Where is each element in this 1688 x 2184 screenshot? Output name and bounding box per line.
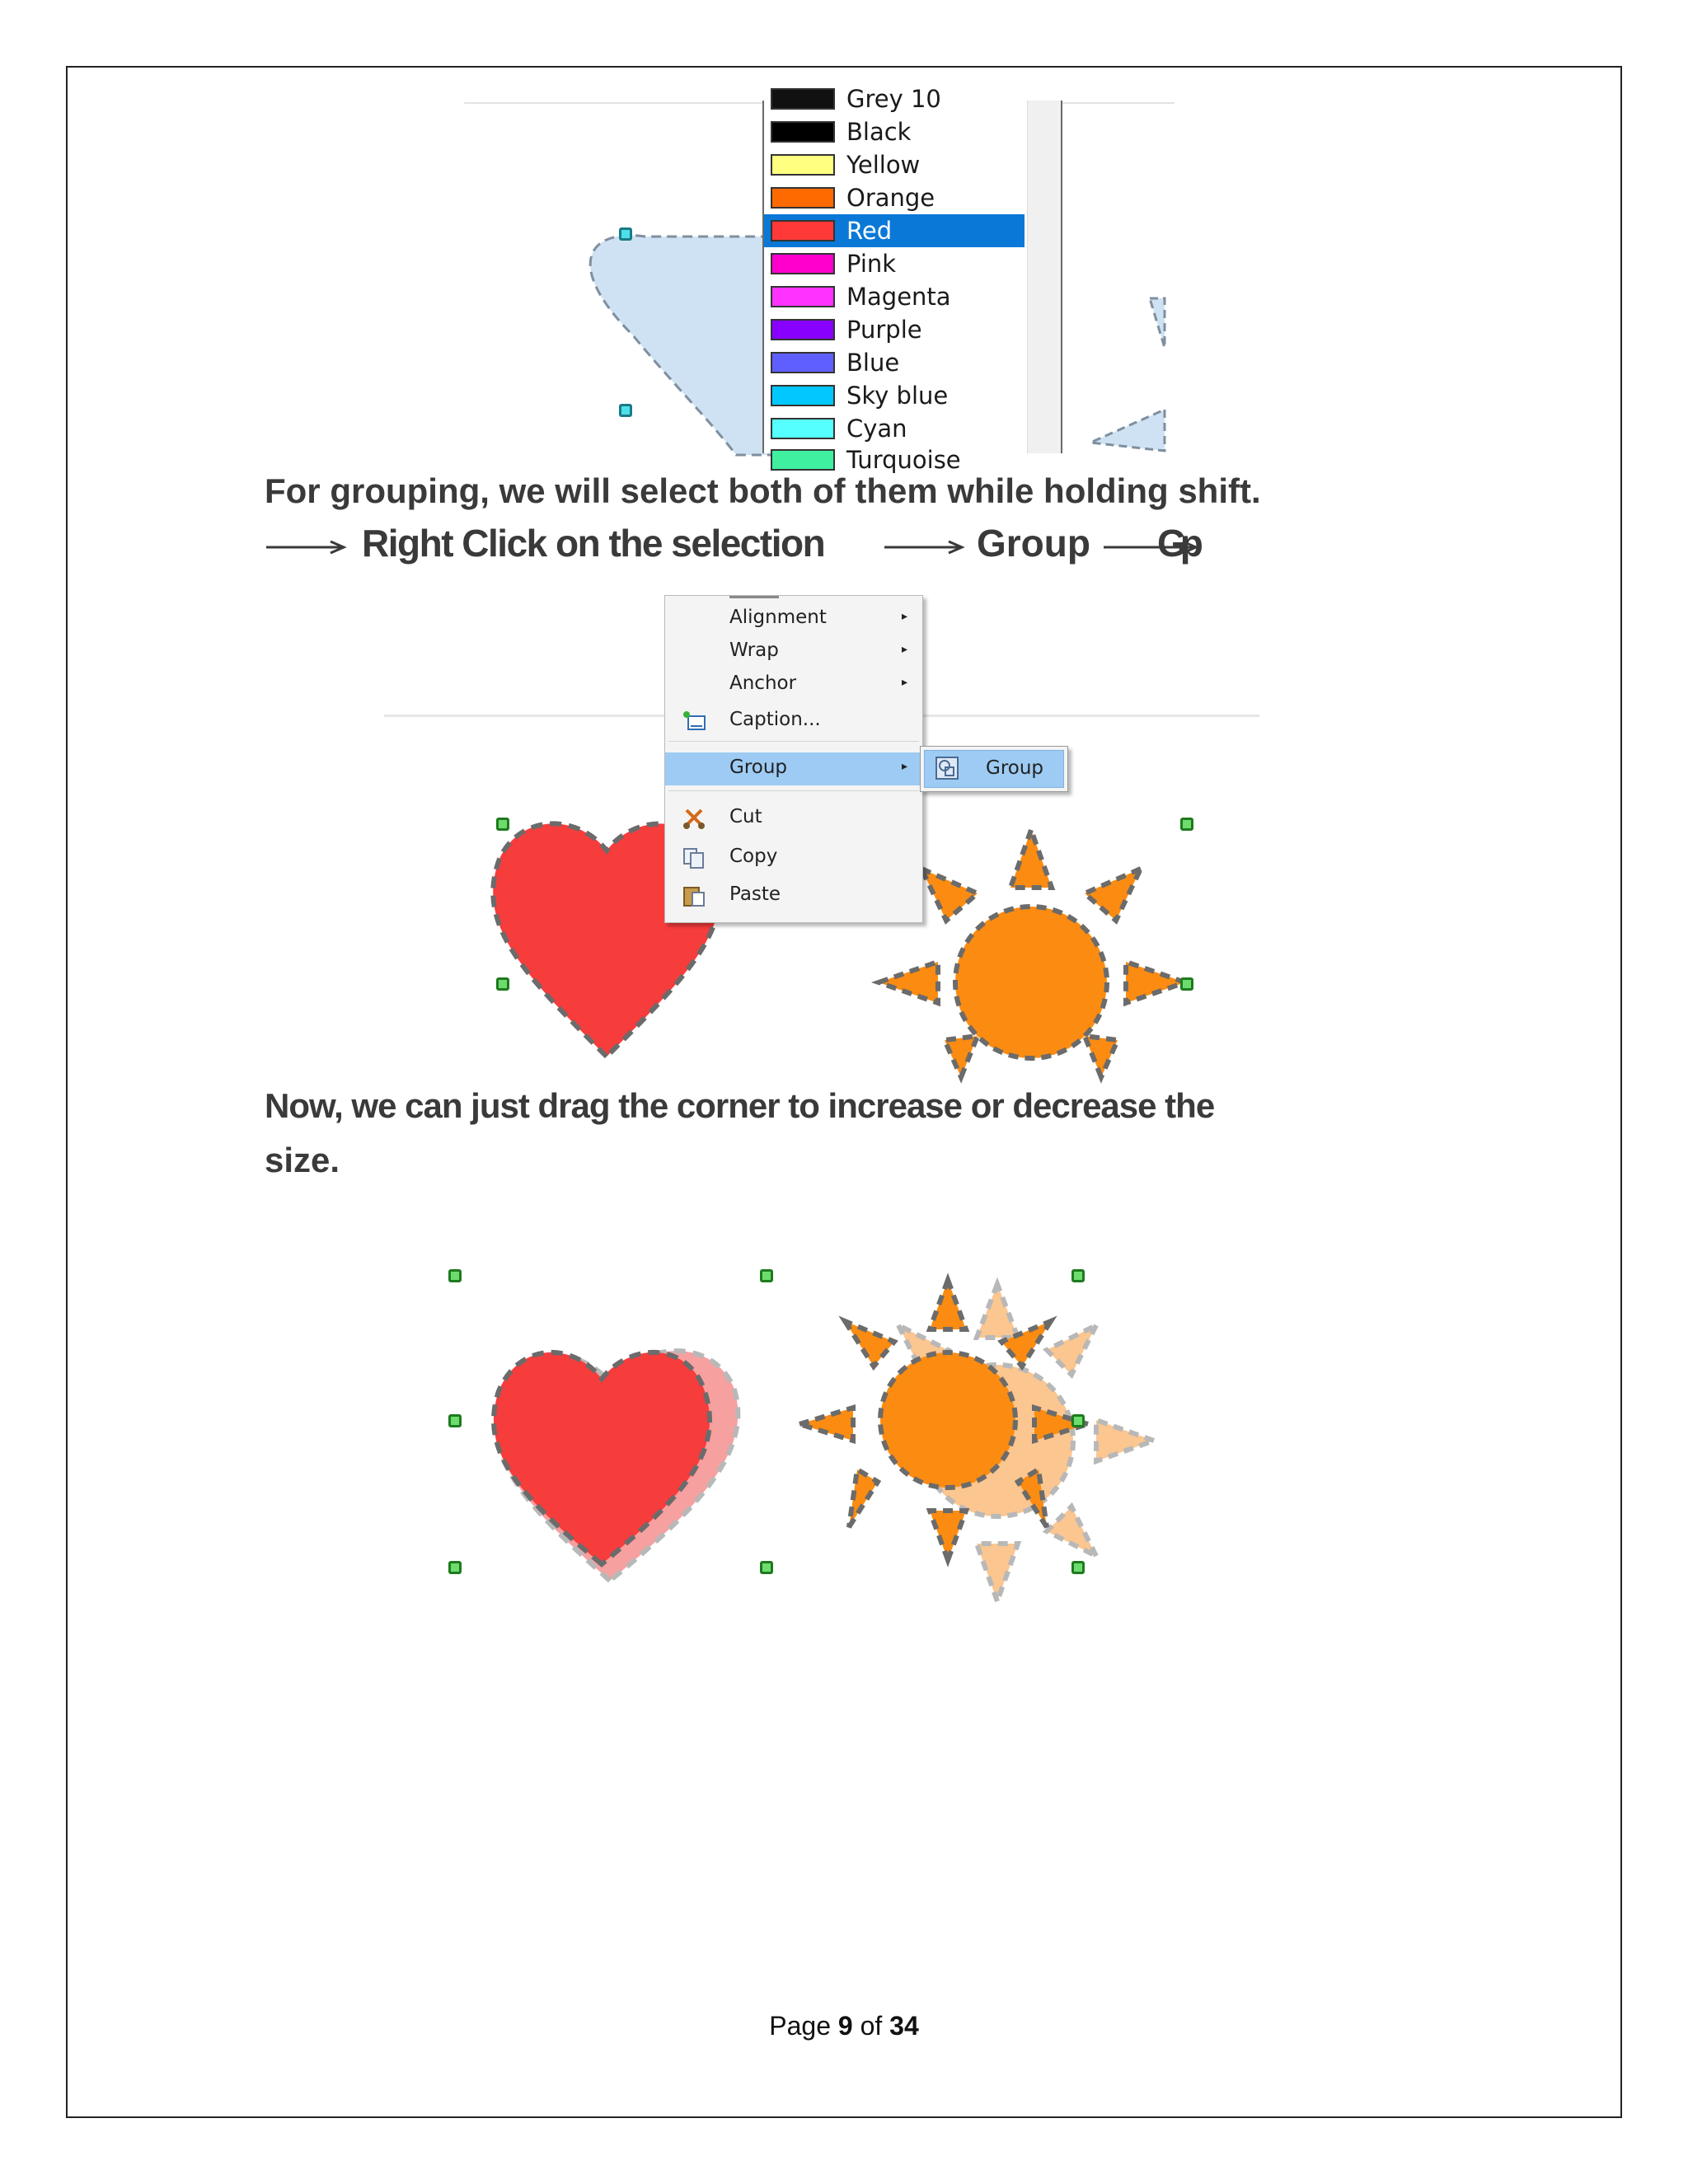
menu-item-label: Wrap — [729, 640, 779, 661]
scrollbar[interactable] — [1027, 101, 1061, 453]
resize-handle[interactable] — [1071, 1269, 1085, 1282]
paste-icon — [682, 884, 706, 907]
page-total: 34 — [889, 2011, 919, 2041]
color-swatch — [771, 220, 835, 241]
color-option-partial[interactable] — [764, 82, 1025, 115]
color-name: Black — [846, 118, 912, 146]
color-dropdown-list[interactable] — [762, 85, 1062, 474]
menu-item-caption[interactable] — [665, 705, 922, 738]
menu-item-label: Group — [729, 757, 788, 778]
instruction-line-2 — [265, 521, 1212, 570]
color-swatch — [771, 319, 835, 340]
selection-handle[interactable] — [619, 404, 632, 417]
color-name: Cyan — [846, 415, 907, 443]
menu-item-label: Paste — [729, 883, 781, 905]
menu-item-paste[interactable] — [665, 879, 922, 912]
color-swatch — [771, 449, 835, 471]
resize-handle[interactable] — [1071, 1561, 1085, 1574]
menu-separator — [668, 741, 919, 742]
color-name: Red — [846, 217, 893, 245]
group-icon — [935, 756, 959, 780]
color-swatch — [771, 253, 835, 274]
resize-handle[interactable] — [1071, 1414, 1085, 1427]
menu-item-partial — [729, 584, 779, 598]
color-swatch — [771, 187, 835, 209]
copy-icon — [682, 846, 706, 869]
color-option-yellow[interactable] — [764, 148, 1025, 181]
instruction-line-4: size. — [265, 1141, 340, 1179]
color-name: Yellow — [846, 151, 921, 179]
submenu-item-group[interactable] — [924, 750, 1064, 788]
instruction-step-group: Group — [977, 522, 1090, 565]
instruction-step-right-click: Right Click on the selection — [362, 522, 825, 565]
color-option-magenta[interactable] — [764, 280, 1025, 313]
menu-separator — [668, 790, 919, 791]
menu-item-cut[interactable] — [665, 802, 922, 835]
resize-screenshot — [437, 1235, 1195, 1647]
instruction-step-group-2: Gp — [1157, 522, 1197, 565]
color-name: Pink — [846, 250, 897, 278]
color-name: Sky blue — [846, 382, 949, 410]
selection-handle[interactable] — [1180, 818, 1193, 831]
color-name: Purple — [846, 316, 922, 344]
footer-of: of — [860, 2011, 883, 2041]
group-submenu[interactable] — [920, 746, 1068, 792]
menu-item-label: Cut — [729, 806, 762, 827]
color-name: Turquoise — [846, 446, 961, 474]
color-list-screenshot — [464, 85, 1175, 474]
color-swatch — [771, 385, 835, 406]
menu-item-label: Alignment — [729, 607, 827, 628]
instruction-line-1: For grouping, we will select both of them while holding shift. — [265, 471, 1261, 510]
menu-item-label: Caption... — [729, 709, 821, 730]
resize-handle[interactable] — [448, 1561, 462, 1574]
resize-handle[interactable] — [448, 1414, 462, 1427]
color-name: Magenta — [846, 283, 951, 311]
menu-item-copy[interactable] — [665, 841, 922, 874]
menu-item-anchor[interactable] — [665, 668, 922, 701]
color-option-pink[interactable] — [764, 247, 1025, 280]
color-option-black[interactable] — [764, 115, 1025, 148]
color-swatch — [771, 352, 835, 373]
color-swatch — [771, 286, 835, 307]
scissors-icon — [682, 807, 706, 830]
instruction-line-3: Now, we can just drag the corner to increase or decrease the — [265, 1086, 1215, 1125]
selection-handle[interactable] — [496, 977, 509, 991]
context-menu-screenshot — [384, 595, 1259, 1053]
resized-shapes — [437, 1235, 1195, 1647]
color-name: Grey 10 — [846, 85, 941, 113]
caption-icon — [682, 710, 706, 733]
context-menu[interactable] — [664, 595, 923, 923]
selection-handle[interactable] — [1180, 977, 1193, 991]
color-name: Orange — [846, 184, 935, 212]
color-option-blue[interactable] — [764, 346, 1025, 379]
resize-handle[interactable] — [760, 1561, 773, 1574]
resize-handle[interactable] — [448, 1269, 462, 1282]
submenu-arrow-icon: ▸ — [901, 609, 907, 622]
footer-prefix: Page — [769, 2011, 831, 2041]
color-option-red[interactable] — [764, 214, 1025, 247]
menu-item-wrap[interactable] — [665, 635, 922, 668]
color-name: Blue — [846, 349, 900, 377]
color-option-orange[interactable] — [764, 181, 1025, 214]
color-swatch — [771, 418, 835, 439]
arrow-icon — [265, 539, 347, 555]
color-option-cyan[interactable] — [764, 412, 1025, 445]
menu-item-alignment[interactable] — [665, 602, 922, 635]
menu-item-group[interactable] — [665, 752, 922, 785]
submenu-arrow-icon: ▸ — [901, 759, 907, 772]
arrow-icon — [1102, 539, 1201, 555]
arrow-icon — [883, 539, 965, 555]
resize-handle[interactable] — [760, 1269, 773, 1282]
color-option-sky-blue[interactable] — [764, 379, 1025, 412]
color-option-purple[interactable] — [764, 313, 1025, 346]
submenu-item-label: Group — [986, 757, 1044, 779]
color-swatch — [771, 88, 835, 110]
menu-item-label: Anchor — [729, 673, 797, 694]
selection-handle[interactable] — [619, 227, 632, 241]
selection-handle[interactable] — [496, 818, 509, 831]
color-swatch — [771, 154, 835, 176]
submenu-arrow-icon: ▸ — [901, 642, 907, 655]
page-footer — [0, 2011, 1688, 2041]
submenu-arrow-icon: ▸ — [901, 675, 907, 688]
menu-item-label: Copy — [729, 846, 778, 867]
color-swatch — [771, 121, 835, 143]
page-number: 9 — [837, 2011, 853, 2041]
